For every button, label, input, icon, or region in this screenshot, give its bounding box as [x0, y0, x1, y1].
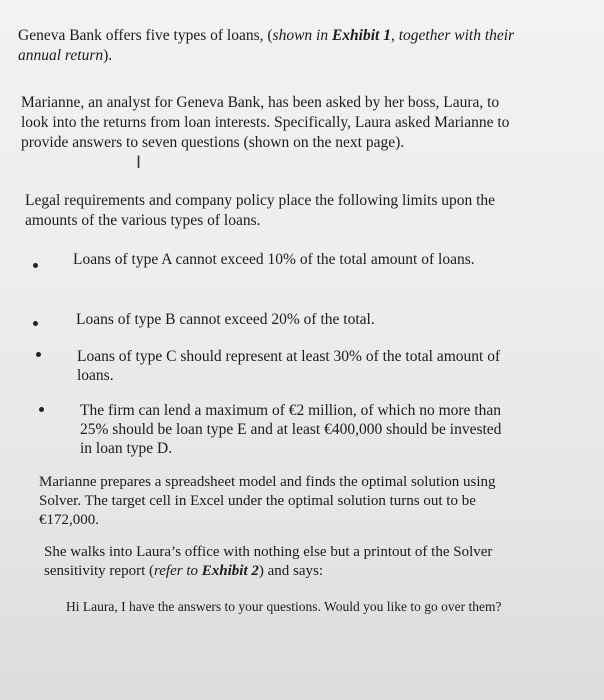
bullet-icon — [36, 352, 41, 357]
intro-paragraph — [18, 26, 558, 66]
intro-italic-a: shown in — [272, 27, 332, 44]
intro-text-a: Geneva Bank offers five types of loans, ( — [18, 27, 273, 44]
exhibit-1-reference: Exhibit 1 — [331, 27, 391, 44]
exhibit-2-reference: Exhibit 2 — [201, 563, 259, 579]
bullet-item-type-c: Loans of type C should represent at least 30% of the total amount of loans. — [77, 348, 501, 384]
intro-text-b: ). — [103, 47, 113, 64]
bullet-icon — [39, 407, 44, 412]
office-paragraph — [44, 543, 514, 581]
bullet-item-type-a: Loans of type A cannot exceed 10% of the total amount of loans. — [73, 251, 475, 268]
office-text-a: She walks into Laura’s office with nothing else but a printout of the Solver sensitivity report ( — [44, 544, 493, 579]
intro-italic-b: , together with their annual return — [18, 27, 515, 64]
bullet-icon — [33, 321, 38, 326]
bullet-item-max-lending: The firm can lend a maximum of €2 million, of which no more than 25% should be loan type E and at least €400,000 should be invested in loan type D. — [80, 402, 502, 457]
text-cursor-icon — [136, 153, 141, 173]
bullet-icon — [33, 263, 38, 268]
office-italic-a: refer to — [153, 563, 202, 579]
limits-intro-paragraph: Legal requirements and company policy place the following limits upon the amounts of the various types of loans. — [25, 192, 496, 229]
office-text-b: ) and says: — [258, 563, 324, 579]
quote-paragraph: Hi Laura, I have the answers to your questions. Would you like to go over them? — [66, 599, 502, 614]
solver-paragraph: Marianne prepares a spreadsheet model and finds the optimal solution using Solver. The target cell in Excel under the optimal solution turns out to be €172,000. — [39, 474, 496, 528]
context-paragraph: Marianne, an analyst for Geneva Bank, has been asked by her boss, Laura, to look into the returns from loan interests. Specifically, Laura asked Marianne to provide answers to seven questions (shown on the next page). — [21, 94, 510, 151]
bullet-item-type-b: Loans of type B cannot exceed 20% of the total. — [76, 311, 375, 328]
